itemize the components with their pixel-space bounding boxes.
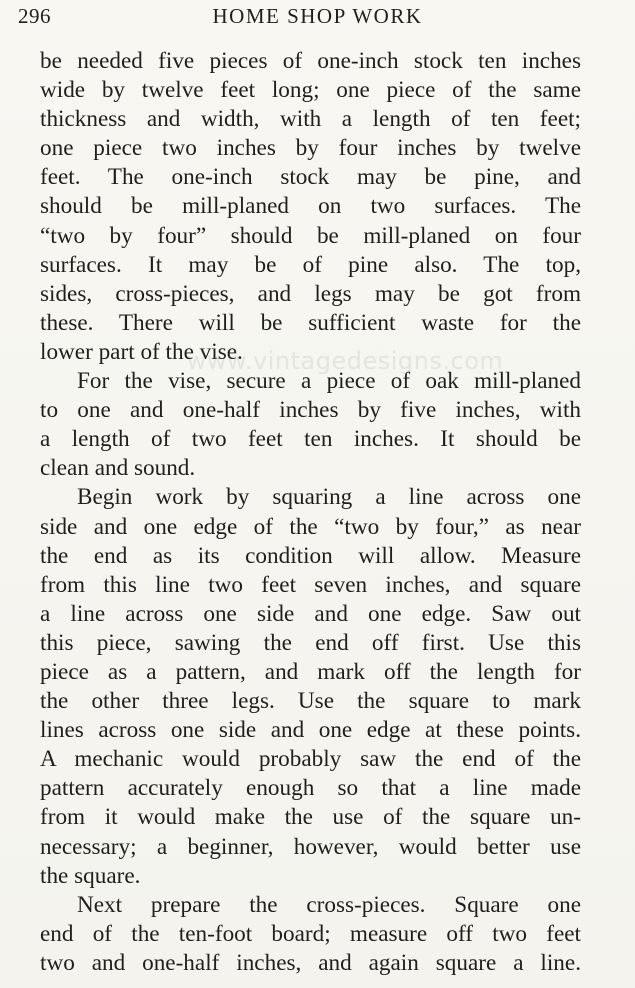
text-line: one piece two inches by four inches by twelve — [40, 135, 581, 162]
text-line: the square. — [40, 862, 141, 889]
text-line: a line across one side and one edge. Saw out — [40, 600, 581, 627]
text-line: these. There will be sufficient waste for the — [40, 309, 581, 336]
text-line: from it would make the use of the square un- — [40, 804, 581, 831]
text-line: the end as its condition will allow. Measure — [40, 542, 581, 569]
text-line: pattern accurately enough so that a line made — [40, 775, 581, 802]
text-line: clean and sound. — [40, 455, 196, 482]
text-line: For the vise, secure a piece of oak mill-planed — [77, 368, 581, 395]
text-line: sides, cross-pieces, and legs may be got from — [40, 280, 581, 307]
text-line: lower part of the vise. — [40, 338, 243, 365]
text-line: from this line two feet seven inches, and square — [40, 571, 581, 598]
text-line: necessary; a beginner, however, would better use — [40, 833, 581, 860]
text-line: be needed five pieces of one-inch stock ten inches — [40, 48, 581, 74]
page-number: 296 — [18, 4, 51, 28]
text-line: should be mill-planed on two surfaces. The — [40, 193, 581, 220]
text-line: wide by twelve feet long; one piece of the same — [40, 77, 581, 104]
text-line: A mechanic would probably saw the end of the — [40, 746, 581, 773]
page-header — [18, 4, 617, 32]
text-line: piece as a pattern, and mark off the length for — [40, 658, 581, 685]
text-line: surfaces. It may be of pine also. The top, — [40, 251, 581, 278]
text-line: thickness and width, with a length of ten feet; — [40, 106, 581, 133]
text-line: Begin work by squaring a line across one — [77, 484, 581, 511]
text-line: two and one-half inches, and again square a line. — [40, 949, 581, 976]
running-title: HOME SHOP WORK — [212, 4, 423, 28]
text-line: end of the ten-foot board; measure off two feet — [40, 920, 581, 947]
text-line: this piece, sawing the end off first. Use this — [40, 629, 581, 656]
text-line: a length of two feet ten inches. It should be — [40, 426, 581, 453]
body-text — [40, 47, 581, 978]
text-line: Next prepare the cross-pieces. Square one — [77, 891, 581, 918]
text-line: feet. The one-inch stock may be pine, and — [40, 164, 581, 191]
text-line: the other three legs. Use the square to mark — [40, 688, 581, 715]
text-line: lines across one side and one edge at these points. — [40, 717, 581, 744]
text-line: “two by four” should be mill-planed on four — [40, 222, 581, 249]
watermark-text: www.vintagedesigns.com — [186, 347, 504, 375]
text-line: side and one edge of the “two by four,” as near — [40, 513, 581, 540]
text-line: to one and one-half inches by five inches, with — [40, 397, 581, 424]
